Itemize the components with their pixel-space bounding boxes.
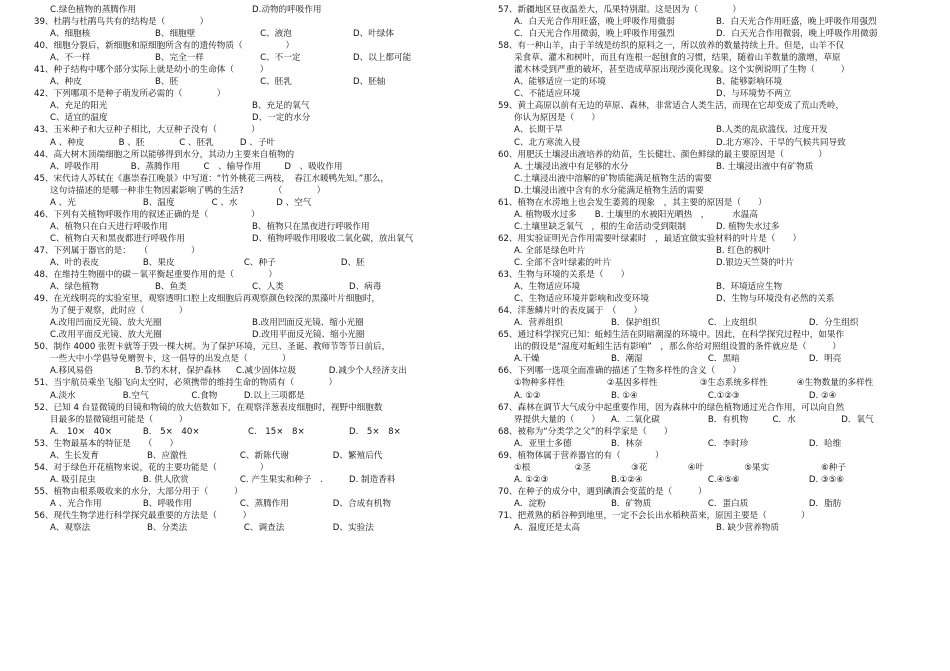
option-text: ③生态系统多样性: [699, 378, 768, 389]
option-text: ⑥种子: [821, 462, 846, 473]
option-text: B、温度: [142, 197, 175, 208]
question-text: 46、下列有关植物呼吸作用的叙述正确的是（ ）: [34, 209, 260, 220]
question-text: 69、植物体属于营养器官的有（ ）: [498, 450, 664, 461]
option-text: A、长期干旱: [514, 125, 563, 136]
question-row: [34, 175, 454, 187]
option-text: A．淀粉: [514, 498, 546, 509]
option-row: [34, 428, 454, 440]
option-text: B．林奈: [610, 438, 643, 449]
option-text: D.以上三项都是: [243, 390, 305, 401]
option-text: D．白天光合作用微弱，晚上呼吸作用微弱: [716, 29, 878, 40]
option-text: 水温高: [732, 209, 758, 220]
option-text: D．分生组织: [808, 318, 859, 329]
option-text: B. 5× 40×: [142, 426, 200, 437]
question-text: 41、种子结构中哪个部分实际上就是幼小的生命体（ ）: [34, 65, 269, 76]
option-text: ②茎: [574, 462, 591, 473]
question-text: 52、已知 4 台显微镜的目镜和物镜的放大倍数如下，在观察洋葱表皮细胞时，视野中细胞数: [34, 402, 383, 413]
option-text: C、不一定: [260, 53, 301, 64]
question-row: [498, 151, 918, 163]
option-text: C.食物: [191, 390, 218, 401]
option-text: C.改用平面反光镜、放大光圈: [50, 330, 162, 341]
option-text: A．温度还是太高: [514, 523, 581, 534]
option-text: A 、光合作用: [50, 498, 102, 509]
question-row: [34, 379, 454, 391]
option-text: 为了便于观察，此时应（ ）: [50, 306, 188, 317]
option-text: B.空气: [122, 390, 149, 401]
option-text: B. 缺少营养物质: [716, 523, 779, 534]
option-row: [34, 392, 454, 404]
option-text: 你认为原因是（ ）: [514, 113, 600, 124]
option-text: 目最多的显微镜组可能是（ ）: [50, 414, 188, 425]
option-text: B、应激性: [146, 450, 188, 461]
option-text: B.改用凹面反光镜、缩小光圈: [252, 318, 364, 329]
option-text: ④叶: [687, 462, 705, 473]
question-text: 53、生物最基本的特征是 （ ）: [34, 438, 179, 449]
option-text: D、与环境势不两立: [716, 89, 792, 100]
option-text: A、能够适应一定的环境: [514, 77, 606, 88]
option-text: D、胚轴: [353, 77, 386, 88]
option-row: [34, 163, 454, 175]
option-text: C、蒸腾作用: [239, 498, 289, 509]
question-text: 51、当宇航员乘坐飞船飞向太空时，必须携带的维持生命的物质有（ ）: [34, 378, 338, 389]
option-row: [498, 163, 918, 175]
option-text: B．矿物质: [610, 498, 652, 509]
question-text: 39、杜鹃与杜鹃鸟共有的结构是（ ）: [34, 17, 209, 28]
option-text: A、观察法: [50, 523, 91, 534]
option-text: B、植物只在黑夜进行呼吸作用: [252, 221, 370, 232]
option-text: A、不一样: [50, 53, 91, 64]
option-text: C. 产生果实和种子 .: [239, 474, 323, 485]
option-text: A、种皮: [50, 77, 82, 88]
option-text: B.节约木材，保护森林: [134, 366, 221, 377]
option-text: D、一定的水分: [252, 113, 311, 124]
option-text: B.①②④: [610, 474, 643, 485]
option-text: C.土壤浸出液中溶解的矿物质能满足植物生活的需要: [514, 173, 712, 184]
option-text: A、呼吸作用: [50, 161, 99, 172]
question-text: 43、玉米种子和大豆种子相比，大豆种子没有（ ）: [34, 125, 260, 136]
question-text: 50、制作 4000 张贺卡就等于毁一棵大树。为了保护环境，元旦、圣诞、教师节等节日前后，: [34, 342, 391, 353]
option-text: A.移风易俗: [50, 366, 93, 377]
option-text: C.绿色植物的蒸腾作用: [50, 5, 137, 15]
option-text: 界提供大量的（ ）: [514, 414, 600, 425]
option-text: B. 供人欣赏: [142, 474, 189, 485]
option-text: B、分类法: [146, 523, 188, 534]
question-text: 48、在维持生物圈中的碳－氧平衡起重要作用的是（ ）: [34, 270, 277, 281]
option-text: B、呼吸作用: [142, 498, 192, 509]
option-text: D．哈维: [808, 438, 842, 449]
question-row: [498, 199, 918, 211]
option-text: C 、胚乳: [179, 137, 214, 148]
option-text: C．李时珍: [707, 438, 749, 449]
option-text: C、北方寒流入侵: [514, 137, 581, 148]
option-text: B、蒸腾作用: [130, 161, 180, 172]
option-text: D．氧气: [841, 414, 874, 425]
option-text: C．水: [772, 414, 796, 425]
question-text: 71、把煮熟的稻谷种到地里，一定不会长出水稻秧苗来，原因主要是（ ）: [498, 510, 810, 521]
question-text: 58、有一种山羊，由于羊绒是纺织的原料之一，所以放养的数量持续上升。但是，山羊不仅: [498, 41, 845, 52]
option-text: A. 10× 40×: [50, 426, 112, 437]
option-text: B 、胚: [118, 137, 145, 148]
option-text: A．营养组织: [514, 318, 563, 329]
option-text: C. 全部不含叶绿素的叶片: [514, 257, 612, 268]
option-text: D. ③⑤⑥: [808, 474, 845, 485]
option-text: B、充足的氧气: [252, 101, 310, 112]
option-text: C、植物白天和黑夜都进行呼吸作用: [50, 233, 185, 244]
option-text: B. 土壤里的水被阳光晒热 ，: [594, 209, 710, 220]
option-text: D 、吸收作用: [284, 161, 343, 172]
option-text: D．明亮: [808, 354, 842, 365]
option-text: D. 植物失水过多: [716, 221, 780, 232]
option-text: A、绿色植物: [50, 282, 99, 293]
option-text: D．脂肪: [808, 498, 842, 509]
option-row: [498, 524, 918, 536]
option-text: D.减少个人经济支出: [328, 366, 407, 377]
option-text: A．亚里士多德: [514, 438, 572, 449]
option-text: D. 制造香料: [348, 474, 396, 485]
question-text: 47、下列属于器官的是： （ ）: [34, 245, 200, 256]
option-text: D、生物与环境没有必然的关系: [716, 294, 835, 305]
option-text: D.动物的呼吸作用: [252, 5, 322, 15]
option-text: D、以上都可能: [353, 53, 412, 64]
option-text: B、果皮: [142, 257, 175, 268]
option-text: A、细胞核: [50, 29, 91, 40]
right-column: [498, 6, 918, 536]
option-text: C 、输导作用: [203, 161, 262, 172]
option-row: [34, 452, 454, 464]
question-text: 55、植物由根系吸收来的水分，大部分用于（ ）: [34, 486, 243, 497]
question-text: 64、洋葱鳞片叶的表皮属于 （ ）: [498, 306, 643, 317]
option-text: C.④⑤⑥: [707, 474, 740, 485]
question-text: 66、下列哪一选项全面准确的描述了生物多样性的含义（ ）: [498, 366, 741, 377]
question-text: 62、用实验证明光合作用需要叶绿素时 ，最适宜做实验材料的叶片是（ ）: [498, 233, 802, 244]
option-text: D. 5× 8×: [348, 426, 401, 437]
option-text: C、种子: [243, 257, 276, 268]
option-text: A．白天光合作用旺盛，晚上呼吸作用微弱: [514, 17, 675, 28]
option-text: D、实验法: [332, 523, 374, 534]
option-text: D 、子叶: [239, 137, 276, 148]
option-text: A.改用凹面反光镜、放大光圈: [50, 318, 162, 329]
option-text: 这句诗描述的是哪一种非生物因素影响了鸭的生活? （ ）: [50, 185, 326, 196]
question-text: 67、森林在调节大气成分中起重要作用，因为森林中的绿色植物通过光合作用，可以向自然: [498, 402, 845, 413]
question-text: 49、在光线明亮的实验室里，观察透明口腔上皮细胞后再观察颜色较深的黑藻叶片细胞时，: [34, 294, 381, 305]
question-text: 61、植物在水涝地上也会发生萎蔫的现象 ，其主要的原因是（ ）: [498, 197, 767, 208]
question-row: [34, 151, 454, 163]
question-text: 45、宋代诗人苏轼在《惠崇春江晚景》中写道：“竹外桃花三两枝， 春江水暖鸭先知。”那么，: [34, 173, 389, 184]
option-text: A 、光: [50, 197, 76, 208]
question-text: 56、现代生物学进行科学探究最重要的方法是（ ）: [34, 510, 252, 521]
option-text: C、适宜的温度: [50, 113, 108, 124]
option-text: D.银边天竺葵的叶片: [716, 257, 795, 268]
option-row: [498, 440, 918, 452]
option-text: C、调查法: [243, 523, 285, 534]
question-text: 60、用肥沃土壤浸出液培养的幼苗，生长健壮、颜色鲜绿的最主要原因是（ ）: [498, 149, 827, 160]
option-text: B．白天光合作用旺盛，晚上呼吸作用强烈: [716, 17, 877, 28]
option-text: C、生物适应环境并影响和改变环境: [514, 294, 649, 305]
question-text: 40、细胞分裂后，新细胞和原细胞所含有的遗传物质（ ）: [34, 41, 295, 52]
option-row: [498, 392, 918, 404]
option-text: ②基因多样性: [606, 378, 658, 389]
option-text: ①根: [514, 462, 531, 473]
option-text: A. 土壤浸出液中有足够的水分: [514, 161, 629, 172]
option-row: [34, 187, 454, 199]
option-row: [498, 139, 918, 151]
option-text: A、生长发育: [50, 450, 99, 461]
option-text: C．白天光合作用微弱，晚上呼吸作用强烈: [514, 29, 675, 40]
option-text: D、胚: [340, 257, 365, 268]
question-row: [498, 404, 918, 416]
option-row: [34, 524, 454, 536]
option-text: C．蛋白质: [707, 498, 749, 509]
option-text: B. 土壤浸出液中有矿物质: [716, 161, 814, 172]
option-text: C 、水: [211, 197, 238, 208]
option-text: B、胚: [155, 77, 179, 88]
question-text: 42、下列哪项不是种子萌发所必需的（ ）: [34, 89, 226, 100]
option-text: B. ①④: [610, 390, 638, 401]
option-row: [34, 416, 454, 428]
option-text: B、环境适应生物: [716, 282, 783, 293]
option-text: D、叶绿体: [353, 29, 394, 40]
option-text: D、繁殖后代: [332, 450, 383, 461]
option-text: C.①②③: [707, 390, 740, 401]
option-text: B. 红色的枫叶: [716, 245, 771, 256]
option-text: ③花: [631, 462, 648, 473]
question-text: 59、黄土高原以前有无边的草原、森林，非常适合人类生活，而现在它却变成了荒山秃岭，: [498, 101, 845, 112]
question-row: [34, 404, 454, 416]
option-text: C、不能适应环境: [514, 89, 581, 100]
option-row: [498, 175, 918, 187]
option-text: A.淡水: [50, 390, 76, 401]
option-text: C、液泡: [260, 29, 292, 40]
option-text: A. 植物吸水过多: [514, 209, 577, 220]
option-text: A 、种皮: [50, 137, 85, 148]
option-text: B、能够影响环境: [716, 77, 783, 88]
option-text: 灌木林受到严重的破坏，甚至造成草原出现沙漠化现象。这个实例说明了生物（ ）: [514, 65, 850, 76]
option-row: [498, 187, 918, 199]
option-text: B.人类的乱砍滥伐、过度开发: [716, 125, 828, 136]
option-row: [498, 416, 918, 428]
question-text: 70、在种子的成分中，遇到碘酒会变蓝的是（ ）: [498, 486, 707, 497]
option-text: ①物种多样性: [514, 378, 565, 389]
option-text: C．上皮组织: [707, 318, 757, 329]
option-text: A. ①②③: [514, 474, 549, 485]
question-text: 63、生物与环境的关系是（ ）: [498, 270, 630, 281]
option-text: C.土壤里缺乏氧气 ，根的生命活动受到限制: [514, 221, 687, 232]
option-text: D、病毒: [348, 282, 382, 293]
option-row: [34, 199, 454, 211]
option-text: D 、空气: [276, 197, 312, 208]
option-text: C. 15× 8×: [247, 426, 305, 437]
question-row: [34, 126, 454, 138]
option-text: D、植物呼吸作用吸收二氧化碳，放出氧气: [252, 233, 414, 244]
option-text: B、鱼类: [155, 282, 187, 293]
option-text: 出的假设是“湿度对蚯蚓生活有影响” ，那么你给对照组设置的条件就应是（ ）: [514, 342, 841, 353]
question-row: [498, 428, 918, 440]
option-text: B、细胞壁: [155, 29, 196, 40]
option-row: [34, 139, 454, 151]
option-text: C、人类: [252, 282, 284, 293]
option-text: A、植物只在白天进行呼吸作用: [50, 221, 168, 232]
question-text: 57、新疆地区昼夜温差大，瓜果特别甜。这是因为（ ）: [498, 5, 741, 15]
option-text: 一些大中小学倡导免赠贺卡，这一倡导的出发点是（ ）: [50, 354, 291, 365]
option-text: A. 全部是绿色叶片: [514, 245, 586, 256]
option-text: A．二氧化碳: [610, 414, 660, 425]
option-row: [498, 126, 918, 138]
option-text: A. 吸引昆虫: [50, 474, 96, 485]
option-text: D.改用平面反光镜、缩小光圈: [252, 330, 365, 341]
question-text: 65、通过科学探究已知：蚯蚓生活在阴暗潮湿的环境中。因此，在科学探究过程中，如果作: [498, 330, 845, 341]
option-text: B．潮湿: [610, 354, 643, 365]
option-text: D、合成有机物: [332, 498, 391, 509]
option-text: B、完全一样: [155, 53, 204, 64]
option-text: A、生物适应环境: [514, 282, 581, 293]
option-text: D.北方寒冷、干旱的气候共同导致: [716, 137, 846, 148]
option-text: A.干燥: [514, 354, 540, 365]
option-text: B．有机物: [707, 414, 749, 425]
question-row: [498, 452, 918, 464]
option-text: D. ②④: [808, 390, 837, 401]
option-text: ⑤果实: [744, 462, 770, 473]
option-text: D.土壤浸出液中含有的水分能满足植物生活的需要: [514, 185, 704, 196]
option-text: 采食草、灌木和树叶，而且有连根一起刨食的习惯，结果，随着山羊数量的激增，草原: [514, 53, 841, 64]
option-text: C.减少固体垃圾: [235, 366, 297, 377]
option-row: [498, 379, 918, 391]
question-text: 68、被称为“分类学之父”的科学家是（ ）: [498, 426, 673, 437]
option-text: C、新陈代谢: [239, 450, 289, 461]
option-text: A、充足的阳光: [50, 101, 108, 112]
question-text: 44、高大树木顶端细胞之所以能够得到水分，其动力主要来自植物的: [34, 149, 295, 160]
option-text: C．黑暗: [707, 354, 740, 365]
option-text: ④生物数量的多样性: [796, 378, 874, 389]
option-text: B．保护组织: [610, 318, 660, 329]
question-row: [34, 66, 454, 78]
question-row: [34, 440, 454, 452]
left-column: [34, 6, 454, 536]
question-text: 54、对于绿色开花植物来说，花的主要功能是（ ）: [34, 462, 269, 473]
option-text: C、胚乳: [260, 77, 292, 88]
option-text: A. ①②: [514, 390, 541, 401]
option-text: A、叶的表皮: [50, 257, 99, 268]
